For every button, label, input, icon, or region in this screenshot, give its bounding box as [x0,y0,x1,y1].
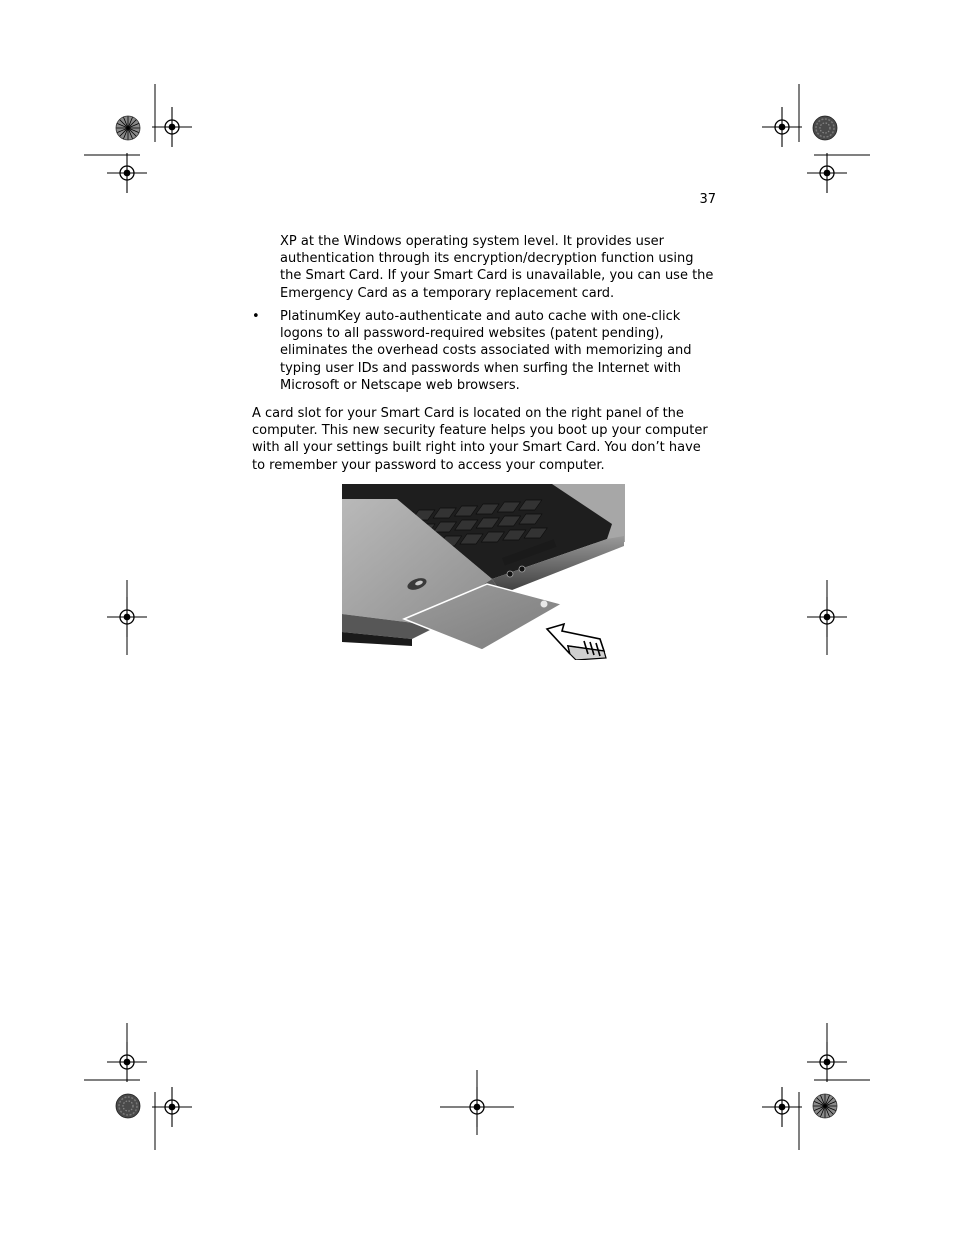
laptop-smart-card-illustration [342,484,625,660]
bullet-text: PlatinumKey auto-authenticate and auto cache with one-click logons to all password-required websites (patent pending), eliminates the overhead costs associated with memorizing and typing user IDs and passwords when surfing the Internet with Microsoft or Netscape web browsers. [280,309,692,393]
continuation-paragraph: XP at the Windows operating system level. It provides user authentication through its encryption/decryption function using the Smart Card. If your Smart Card is unavailable, you can use the Emergency Card as a temporary replacement card. [280,234,714,301]
bullet-item [252,308,716,394]
smart-card-slot-paragraph: A card slot for your Smart Card is located on the right panel of the computer. This new security feature helps you boot up your computer with all your settings built right into your Smart Card. You don’t have to remember your password to access your computer. [252,406,708,473]
bullet-marker: • [252,309,260,324]
page-number: 37 [699,192,716,207]
